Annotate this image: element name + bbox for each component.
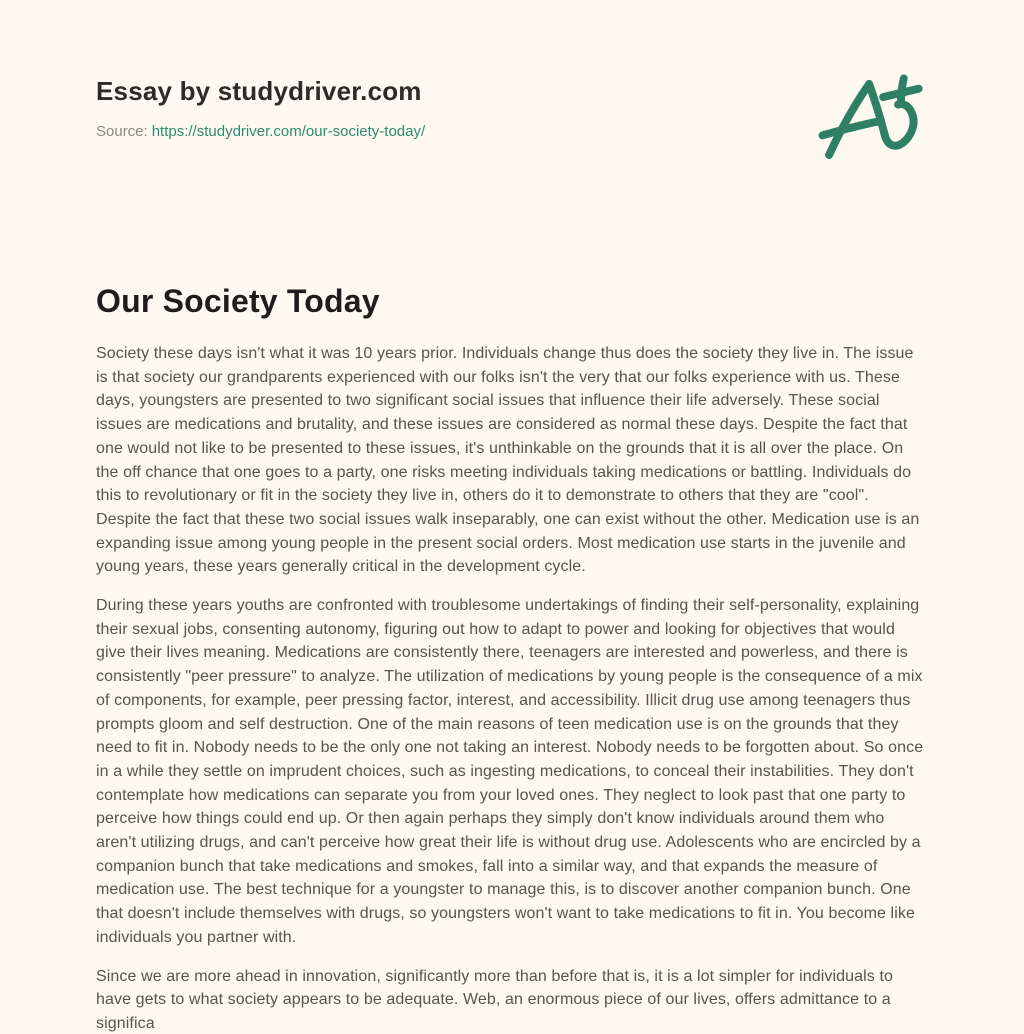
- source-url-link[interactable]: https://studydriver.com/our-society-today/: [151, 123, 426, 140]
- essay-page: [96, 0, 928, 1034]
- header-text-block: [96, 72, 425, 140]
- source-row: [96, 123, 425, 140]
- article-paragraph-3: Since we are more ahead in innovation, significantly more than before that is, it is a lot simpler for individuals to have gets to what society appears to be adequate. Web, an enormous piece of our lives, offers admittance to a significa: [96, 967, 893, 1032]
- a-plus-logo-icon: [816, 72, 928, 168]
- page-header: [96, 72, 928, 168]
- article-title: Our Society Today: [96, 283, 380, 319]
- header-title: Essay by studydriver.com: [96, 76, 422, 106]
- source-label: Source:: [96, 123, 148, 140]
- article-paragraph-2: During these years youths are confronted with troublesome undertakings of finding their self-personality, explaining their sexual jobs, consenting autonomy, figuring out how to adapt to power and looking for objectives that would give their lives meaning. Medications are consistently there, teenagers are interested and powerless, and there is consistently "peer pressure" to analyze. The utilization of medications by young people is the consequence of a mix of components, for example, peer pressing factor, interest, and accessibility. Illicit drug use among teenagers thus prompts gloom and self destruction. One of the main reasons of teen medication use is on the grounds that they need to fit in. Nobody needs to be the only one not taking an interest. Nobody needs to be forgotten about. So once in a while they settle on imprudent choices, such as ingesting medications, to conceal their instabilities. They don't contemplate how medications can separate you from your loved ones. They neglect to look past that one party to perceive how things could end up. Or then again perhaps they simply don't know individuals around them who aren't utilizing drugs, and can't perceive how great their life is without drug use. Adolescents who are encircled by a companion bunch that take medications and smokes, fall into a similar way, and that expands the measure of medication use. The best technique for a youngster to manage this, is to discover another companion bunch. One that doesn't include themselves with drugs, so youngsters won't want to take medications to fit in. You become like individuals you partner with.: [96, 597, 924, 946]
- article-body: [96, 342, 928, 1034]
- article-paragraph-1: Society these days isn't what it was 10 years prior. Individuals change thus does the society they live in. The issue is that society our grandparents experienced with our folks isn't the very that our folks experience with us. These days, youngsters are presented to two significant social issues that influence their life adversely. These social issues are medications and brutality, and these issues are considered as normal these days. Despite the fact that one would not like to be presented to these issues, it's unthinkable on the grounds that it is all over the place. On the off chance that one goes to a party, one risks meeting individuals taking medications or battling. Individuals do this to revolutionary or fit in the society they live in, others do it to demonstrate to others that they are "cool". Despite the fact that these two social issues walk inseparably, one can exist without the other. Medication use is an expanding issue among young people in the present social orders. Most medication use starts in the juvenile and young years, these years generally critical in the development cycle.: [96, 345, 920, 576]
